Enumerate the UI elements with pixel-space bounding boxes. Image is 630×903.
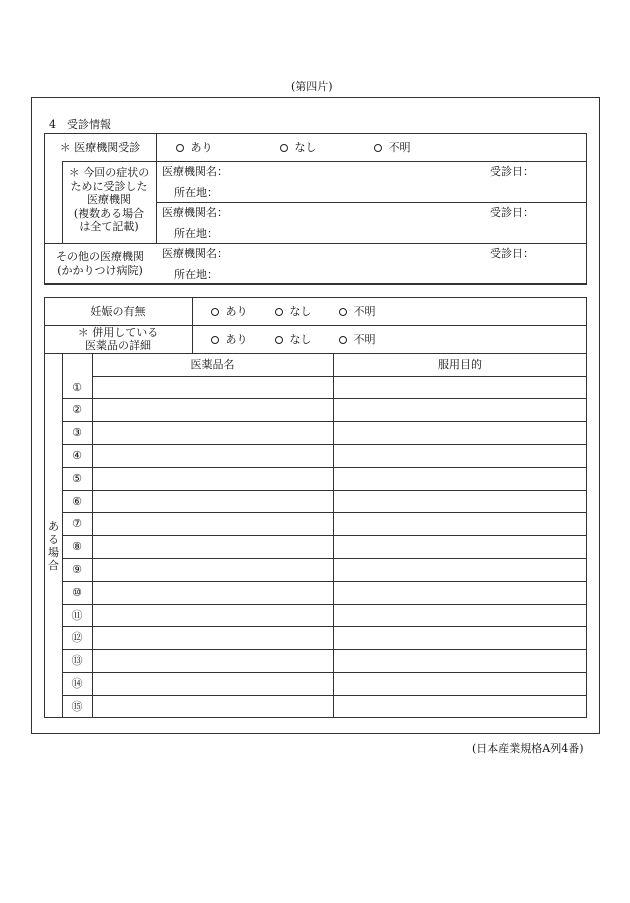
concomitant-option-no[interactable]: なし [275, 333, 312, 346]
if-yes-side-label: あ る 場 合 [48, 520, 59, 572]
table-row-number: ① [72, 381, 82, 394]
address-label-1: 所在地： [174, 186, 218, 199]
institution-name-label-2: 医療機関名： [162, 206, 228, 219]
table-row-number: ⑧ [72, 540, 82, 553]
table-row-number: ⑥ [72, 495, 82, 508]
pregnancy-label: 妊娠の有無 [90, 305, 146, 318]
table-row-number: ⑪ [71, 609, 83, 622]
radio-circle-icon [339, 308, 347, 316]
pregnancy-option-no[interactable]: なし [275, 305, 312, 318]
concomitant-label: ＊ 併用している 医薬品の詳細 [77, 326, 159, 352]
radio-circle-icon [275, 308, 283, 316]
current-institution-label: ＊ 今回の症状の ために受診した 医療機関 (複数ある場合 は全て記載) [68, 166, 150, 233]
column-header-purpose: 服用目的 [438, 358, 482, 371]
institution-name-label-1: 医療機関名： [162, 165, 228, 178]
radio-circle-icon [280, 144, 288, 152]
other-institution-label: その他の医療機関 (かかりつけ病院) [56, 250, 144, 277]
table-row-number: ⑦ [72, 517, 82, 530]
radio-circle-icon [211, 336, 219, 344]
column-header-medicine-name: 医薬品名 [190, 358, 235, 371]
radio-circle-icon [176, 144, 184, 152]
radio-circle-icon [275, 336, 283, 344]
table-row-number: ⑤ [72, 472, 82, 485]
section-title: 受診情報 [67, 118, 111, 131]
consultation-option-no[interactable]: なし [280, 141, 317, 154]
pregnancy-option-unknown[interactable]: 不明 [339, 305, 376, 318]
table-row-number: ⑮ [71, 700, 83, 713]
concomitant-option-unknown[interactable]: 不明 [339, 333, 376, 346]
radio-circle-icon [211, 308, 219, 316]
consultation-label: ＊ 医療機関受診 [59, 141, 141, 154]
page-label: (第四片) [291, 80, 333, 93]
consultation-date-label-2: 受診日： [490, 206, 534, 219]
table-row-number: ④ [72, 449, 82, 462]
table-row-number: ⑨ [72, 563, 82, 576]
radio-circle-icon [339, 336, 347, 344]
consultation-date-label-1: 受診日： [490, 165, 534, 178]
table-row-number: ⑭ [71, 677, 83, 690]
radio-circle-icon [374, 144, 382, 152]
table-row-number: ⑬ [71, 654, 83, 667]
table-row-number: ⑩ [72, 586, 82, 599]
table-row-number: ⑫ [71, 631, 83, 644]
table-row-number: ② [72, 403, 82, 416]
section-number: 4 [49, 118, 56, 131]
address-label-2: 所在地： [174, 227, 218, 240]
consultation-option-unknown[interactable]: 不明 [374, 141, 411, 154]
consultation-option-yes[interactable]: あり [176, 141, 213, 154]
address-label-3: 所在地： [174, 268, 218, 281]
concomitant-option-yes[interactable]: あり [211, 333, 248, 346]
footer-standard-note: (日本産業規格A列4番) [472, 742, 584, 755]
pregnancy-option-yes[interactable]: あり [211, 305, 248, 318]
institution-name-label-3: 医療機関名： [162, 247, 228, 260]
table-row-number: ③ [72, 426, 82, 439]
consultation-date-label-3: 受診日： [490, 247, 534, 260]
